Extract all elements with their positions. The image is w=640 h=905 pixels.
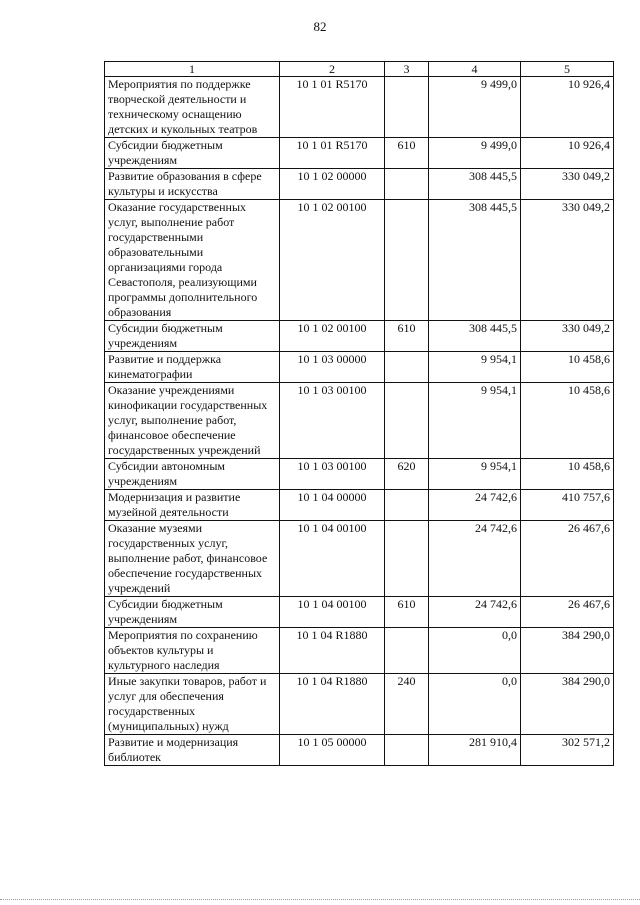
row-name: Развитие образования в сфере культуры и искусства bbox=[105, 169, 280, 200]
row-code: 10 1 03 00000 bbox=[280, 352, 385, 383]
row-code: 10 1 04 00000 bbox=[280, 490, 385, 521]
table-row bbox=[105, 321, 614, 352]
row-value-5: 330 049,2 bbox=[521, 169, 614, 200]
row-code: 10 1 04 R1880 bbox=[280, 674, 385, 735]
row-value-4: 9 499,0 bbox=[429, 138, 521, 169]
row-value-4: 308 445,5 bbox=[429, 200, 521, 321]
row-value-5: 26 467,6 bbox=[521, 597, 614, 628]
column-header-value-4: 4 bbox=[429, 62, 521, 77]
row-value-5: 410 757,6 bbox=[521, 490, 614, 521]
table-row bbox=[105, 597, 614, 628]
table-row bbox=[105, 490, 614, 521]
row-value-5: 384 290,0 bbox=[521, 628, 614, 674]
row-type bbox=[385, 169, 429, 200]
row-type bbox=[385, 735, 429, 766]
row-type bbox=[385, 352, 429, 383]
row-value-5: 10 926,4 bbox=[521, 138, 614, 169]
row-value-5: 384 290,0 bbox=[521, 674, 614, 735]
row-type bbox=[385, 77, 429, 138]
row-value-4: 24 742,6 bbox=[429, 490, 521, 521]
row-type bbox=[385, 521, 429, 597]
row-type: 610 bbox=[385, 597, 429, 628]
row-name: Субсидии бюджетным учреждениям bbox=[105, 597, 280, 628]
table-row bbox=[105, 521, 614, 597]
row-name: Иные закупки товаров, работ и услуг для обеспечения государственных (муниципальных) нужд bbox=[105, 674, 280, 735]
table-row bbox=[105, 628, 614, 674]
row-value-4: 24 742,6 bbox=[429, 521, 521, 597]
table-row bbox=[105, 138, 614, 169]
row-name: Оказание учреждениями кинофикации государственных услуг, выполнение работ, финансовое обеспечение государственных учреждений bbox=[105, 383, 280, 459]
row-type: 240 bbox=[385, 674, 429, 735]
table-row bbox=[105, 200, 614, 321]
row-value-4: 308 445,5 bbox=[429, 321, 521, 352]
column-header-code: 2 bbox=[280, 62, 385, 77]
table-row bbox=[105, 77, 614, 138]
row-code: 10 1 02 00000 bbox=[280, 169, 385, 200]
row-value-5: 10 458,6 bbox=[521, 383, 614, 459]
column-header-name: 1 bbox=[105, 62, 280, 77]
table-row bbox=[105, 459, 614, 490]
row-type bbox=[385, 490, 429, 521]
row-value-4: 0,0 bbox=[429, 674, 521, 735]
table-row bbox=[105, 383, 614, 459]
column-header-value-5: 5 bbox=[521, 62, 614, 77]
row-code: 10 1 04 00100 bbox=[280, 521, 385, 597]
row-type bbox=[385, 628, 429, 674]
row-name: Развитие и модернизация библиотек bbox=[105, 735, 280, 766]
row-value-4: 281 910,4 bbox=[429, 735, 521, 766]
row-type bbox=[385, 200, 429, 321]
row-name: Модернизация и развитие музейной деятельности bbox=[105, 490, 280, 521]
row-value-5: 330 049,2 bbox=[521, 200, 614, 321]
row-name: Развитие и поддержка кинематографии bbox=[105, 352, 280, 383]
row-code: 10 1 04 00100 bbox=[280, 597, 385, 628]
row-code: 10 1 02 00100 bbox=[280, 321, 385, 352]
row-value-4: 9 954,1 bbox=[429, 352, 521, 383]
row-value-4: 308 445,5 bbox=[429, 169, 521, 200]
table-header-row bbox=[105, 62, 614, 77]
row-value-5: 302 571,2 bbox=[521, 735, 614, 766]
row-type: 620 bbox=[385, 459, 429, 490]
row-name: Субсидии бюджетным учреждениям bbox=[105, 138, 280, 169]
row-code: 10 1 03 00100 bbox=[280, 459, 385, 490]
table-row bbox=[105, 352, 614, 383]
table-row bbox=[105, 735, 614, 766]
row-type: 610 bbox=[385, 321, 429, 352]
row-name: Субсидии автономным учреждениям bbox=[105, 459, 280, 490]
row-value-4: 24 742,6 bbox=[429, 597, 521, 628]
row-type bbox=[385, 383, 429, 459]
row-value-5: 26 467,6 bbox=[521, 521, 614, 597]
table-row bbox=[105, 674, 614, 735]
row-code: 10 1 05 00000 bbox=[280, 735, 385, 766]
row-value-5: 10 926,4 bbox=[521, 77, 614, 138]
row-value-4: 9 499,0 bbox=[429, 77, 521, 138]
row-type: 610 bbox=[385, 138, 429, 169]
row-name: Оказание государственных услуг, выполнение работ государственными образовательными организациями города Севастополя, реализующими программы дополнительного образования bbox=[105, 200, 280, 321]
row-value-5: 10 458,6 bbox=[521, 459, 614, 490]
row-code: 10 1 04 R1880 bbox=[280, 628, 385, 674]
row-value-5: 330 049,2 bbox=[521, 321, 614, 352]
row-value-5: 10 458,6 bbox=[521, 352, 614, 383]
row-code: 10 1 01 R5170 bbox=[280, 77, 385, 138]
row-name: Мероприятия по поддержке творческой деятельности и техническому оснащению детских и кукольных театров bbox=[105, 77, 280, 138]
page-edge-divider bbox=[0, 899, 640, 900]
row-code: 10 1 02 00100 bbox=[280, 200, 385, 321]
row-name: Оказание музеями государственных услуг, выполнение работ, финансовое обеспечение государственных учреждений bbox=[105, 521, 280, 597]
budget-table bbox=[104, 61, 614, 766]
row-name: Мероприятия по сохранению объектов культуры и культурного наследия bbox=[105, 628, 280, 674]
row-value-4: 9 954,1 bbox=[429, 383, 521, 459]
row-name: Субсидии бюджетным учреждениям bbox=[105, 321, 280, 352]
row-value-4: 9 954,1 bbox=[429, 459, 521, 490]
row-value-4: 0,0 bbox=[429, 628, 521, 674]
page-number: 82 bbox=[313, 19, 327, 34]
row-code: 10 1 01 R5170 bbox=[280, 138, 385, 169]
row-code: 10 1 03 00100 bbox=[280, 383, 385, 459]
table-row bbox=[105, 169, 614, 200]
column-header-type: 3 bbox=[385, 62, 429, 77]
